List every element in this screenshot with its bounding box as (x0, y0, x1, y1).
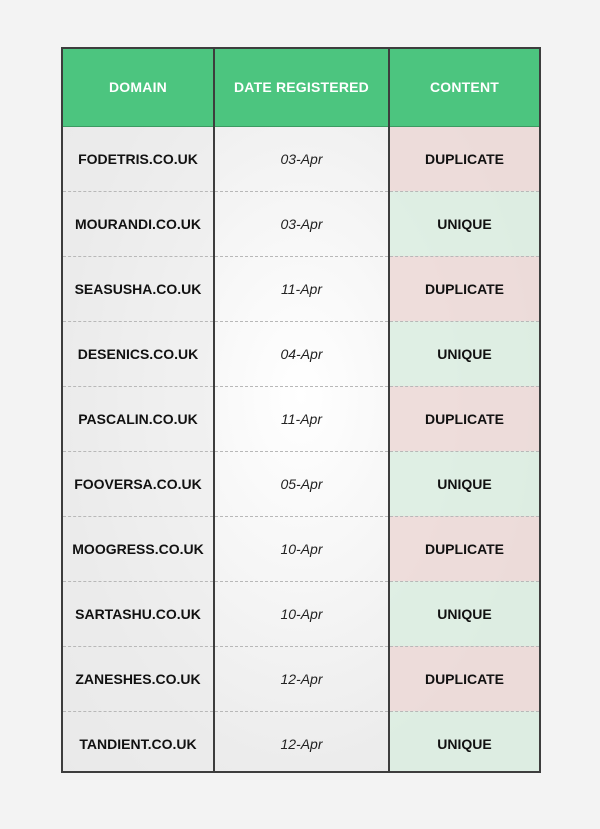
content-status-cell: UNIQUE (389, 321, 539, 386)
table-row (63, 451, 539, 516)
table-header (63, 49, 539, 126)
table-row (63, 581, 539, 646)
column-header-domain: DOMAIN (63, 49, 214, 126)
table-row (63, 256, 539, 321)
domain-cell: DESENICS.CO.UK (63, 321, 214, 386)
date-cell: 04-Apr (214, 321, 389, 386)
column-header-date-registered: DATE REGISTERED (214, 49, 389, 126)
date-cell: 05-Apr (214, 451, 389, 516)
table-row (63, 516, 539, 581)
date-cell: 03-Apr (214, 191, 389, 256)
date-cell: 12-Apr (214, 711, 389, 773)
domain-cell: SARTASHU.CO.UK (63, 581, 214, 646)
domain-table (63, 49, 539, 773)
content-status-cell: DUPLICATE (389, 256, 539, 321)
domain-cell: PASCALIN.CO.UK (63, 386, 214, 451)
content-status-cell: DUPLICATE (389, 126, 539, 191)
content-status-cell: DUPLICATE (389, 516, 539, 581)
domain-cell: FOOVERSA.CO.UK (63, 451, 214, 516)
content-status-cell: UNIQUE (389, 711, 539, 773)
domain-cell: MOURANDI.CO.UK (63, 191, 214, 256)
domain-cell: MOOGRESS.CO.UK (63, 516, 214, 581)
domain-cell: TANDIENT.CO.UK (63, 711, 214, 773)
column-header-content: CONTENT (389, 49, 539, 126)
table-row (63, 386, 539, 451)
table-row (63, 711, 539, 773)
table-body (63, 126, 539, 773)
table-row (63, 126, 539, 191)
content-status-cell: DUPLICATE (389, 646, 539, 711)
domain-table-container (61, 47, 541, 773)
header-row (63, 49, 539, 126)
table-row (63, 191, 539, 256)
date-cell: 10-Apr (214, 581, 389, 646)
table-row (63, 321, 539, 386)
domain-cell: SEASUSHA.CO.UK (63, 256, 214, 321)
date-cell: 12-Apr (214, 646, 389, 711)
domain-cell: FODETRIS.CO.UK (63, 126, 214, 191)
date-cell: 11-Apr (214, 256, 389, 321)
domain-cell: ZANESHES.CO.UK (63, 646, 214, 711)
table-row (63, 646, 539, 711)
content-status-cell: UNIQUE (389, 191, 539, 256)
date-cell: 11-Apr (214, 386, 389, 451)
content-status-cell: UNIQUE (389, 451, 539, 516)
content-status-cell: DUPLICATE (389, 386, 539, 451)
date-cell: 10-Apr (214, 516, 389, 581)
date-cell: 03-Apr (214, 126, 389, 191)
content-status-cell: UNIQUE (389, 581, 539, 646)
